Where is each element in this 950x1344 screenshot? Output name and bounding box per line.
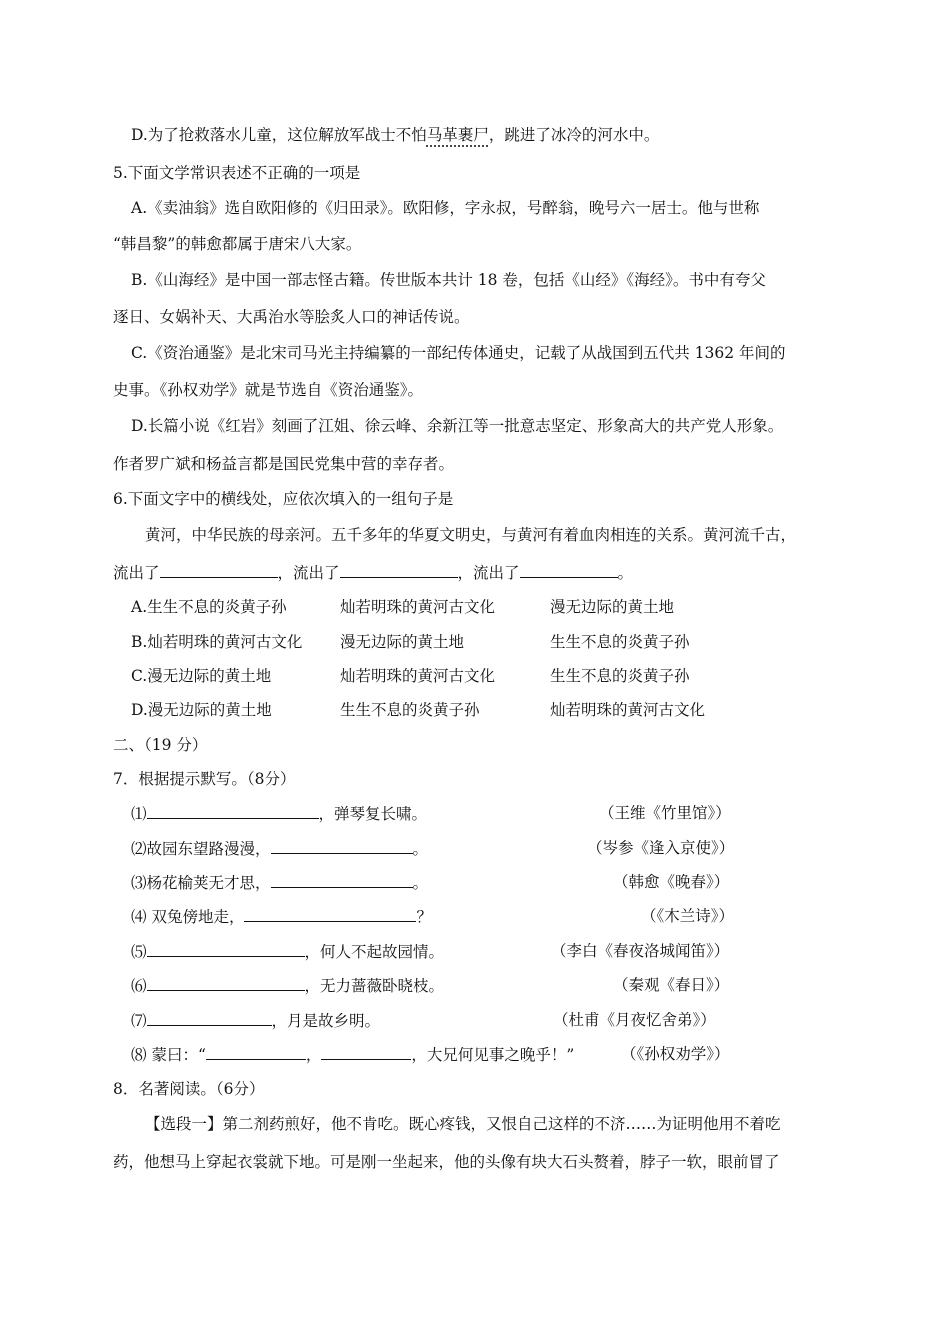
- q7-blank-8a[interactable]: [206, 1044, 306, 1060]
- q6-option-a: A.生生不息的炎黄子孙 灿若明珠的黄河古文化 漫无边际的黄土地: [131, 598, 675, 616]
- q6-blank-1[interactable]: [160, 562, 278, 578]
- q5-option-c-line2: 史事。《孙权劝学》就是节选自《资治通鉴》。: [113, 381, 424, 399]
- q7-item-1: ⑴ ，弹琴复长啸。 （王维《竹里馆》）: [131, 804, 731, 823]
- q7-item-6: ⑹ ，无力蔷薇卧晓枝。 （秦观《春日》）: [131, 976, 730, 995]
- q7-blank-1[interactable]: [147, 803, 319, 819]
- q6-blank-3[interactable]: [520, 562, 618, 578]
- q5-option-b-line2: 逐日、女娲补天、大禹治水等脍炙人口的神话传说。: [113, 308, 470, 326]
- q7-item-7: ⑺ ，月是故乡明。 （杜甫《月夜忆舍弟》）: [131, 1011, 716, 1030]
- q7-blank-7[interactable]: [147, 1010, 272, 1026]
- q4-option-d: [131, 125, 659, 145]
- q7-title: 7．根据提示默写。（8分）: [113, 770, 296, 788]
- q5-option-d-line2: 作者罗广斌和杨益言都是国民党集中营的幸存者。: [113, 455, 455, 473]
- q4-d-text: D.为了抢救落水儿童，这位解放军战士不怕: [131, 126, 427, 144]
- q6-option-d: D.漫无边际的黄土地 生生不息的炎黄子孙 灿若明珠的黄河古文化: [131, 701, 706, 719]
- q7-item-8: ⑻ 蒙曰：“ ， ，大兄何见事之晚乎！” （《孙权劝学》）: [131, 1045, 730, 1064]
- q6-passage-line2: 流出了 ，流出了 ，流出了 。: [113, 564, 634, 582]
- q7-blank-8b[interactable]: [321, 1044, 411, 1060]
- q7-item-4: ⑷ 双兔傍地走， ？ （《木兰诗》）: [131, 907, 735, 926]
- q5-option-b-line1: B.《山海经》是中国一部志怪古籍。传世版本共计 18 卷，包括《山经》《海经》。书中有夸父: [131, 271, 766, 289]
- q5-option-c-line1: C.《资治通鉴》是北宋司马光主持编纂的一部纪传体通史，记载了从战国到五代共 1362 年间的: [131, 344, 786, 362]
- q7-blank-5[interactable]: [147, 941, 305, 957]
- q6-option-c: C.漫无边际的黄土地 灿若明珠的黄河古文化 生生不息的炎黄子孙: [131, 667, 690, 685]
- q5-title: 5.下面文学常识表述不正确的一项是: [113, 164, 361, 182]
- q6-title: 6.下面文字中的横线处，应依次填入的一组句子是: [113, 490, 454, 508]
- q7-item-3: ⑶杨花榆荚无才思， 。 （韩愈《晚春》）: [131, 873, 730, 892]
- q6-blank-2[interactable]: [340, 562, 458, 578]
- q6-option-b: B.灿若明珠的黄河古文化 漫无边际的黄土地 生生不息的炎黄子孙: [131, 633, 690, 651]
- q5-option-a-line2: “韩昌黎”的韩愈都属于唐宋八大家。: [113, 235, 362, 253]
- q7-blank-4[interactable]: [244, 906, 416, 922]
- q7-blank-6[interactable]: [147, 975, 305, 991]
- q4-d-dotted-phrase: 马革裹尸: [426, 126, 489, 144]
- q5-option-d-line1: D.长篇小说《红岩》刻画了江姐、徐云峰、余新江等一批意志坚定、形象高大的共产党人形象。: [131, 417, 784, 435]
- q5-option-a-line1: A.《卖油翁》选自欧阳修的《归田录》。欧阳修，字永叔，号醉翁，晚号六一居士。他与世称: [131, 199, 760, 217]
- section-2-title: 二、（19 分）: [113, 736, 208, 754]
- q7-item-5: ⑸ ，何人不起故园情。 （李白《春夜洛城闻笛》）: [131, 942, 730, 961]
- q7-blank-3[interactable]: [271, 872, 413, 888]
- q7-item-2: ⑵故园东望路漫漫， 。 （岑参《逢入京使》）: [131, 839, 735, 858]
- q6-passage-line1: 黄河，中华民族的母亲河。五千多年的华夏文明史，与黄河有着血肉相连的关系。黄河流千古，: [145, 526, 797, 544]
- q8-excerpt-line2: 药，他想马上穿起衣裳就下地。可是刚一坐起来，他的头像有块大石头赘着，脖子一软，眼前冒了: [113, 1153, 780, 1171]
- q4-d-text-end: ，跳进了冰冷的河水中。: [488, 126, 660, 144]
- q8-title: 8．名著阅读。（6分）: [113, 1080, 265, 1098]
- q7-blank-2[interactable]: [271, 838, 413, 854]
- q8-excerpt-line1: 【选段一】第二剂药煎好，他不肯吃。既心疼钱，又恨自己这样的不济……为证明他用不着吃: [145, 1115, 781, 1133]
